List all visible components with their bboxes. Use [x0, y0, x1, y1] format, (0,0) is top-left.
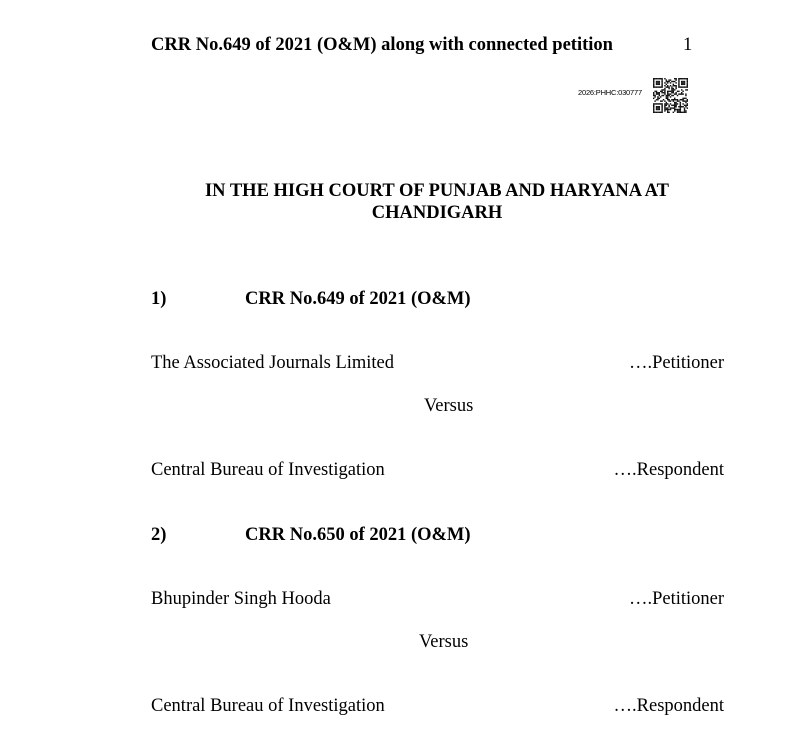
case-1-petitioner-role: ….Petitioner: [628, 353, 724, 373]
case-2-number: 2): [151, 525, 167, 545]
qr-code-icon: [653, 78, 688, 113]
case-2-respondent-role: ….Respondent: [613, 696, 724, 716]
case-2-versus: Versus: [419, 632, 469, 652]
court-title-line-1: IN THE HIGH COURT OF PUNJAB AND HARYANA AT: [204, 181, 669, 201]
court-title-line-2: CHANDIGARH: [371, 203, 503, 223]
stamp-code: 2026:PHHC:030777: [578, 88, 642, 97]
case-1-petitioner: The Associated Journals Limited: [151, 353, 395, 373]
case-1-versus: Versus: [424, 396, 474, 416]
page-number: 1: [683, 35, 693, 55]
case-2-petitioner-role: ….Petitioner: [628, 589, 724, 609]
case-2-case-number: CRR No.650 of 2021 (O&M): [245, 525, 471, 545]
case-1-number: 1): [151, 289, 167, 309]
header-title: CRR No.649 of 2021 (O&M) along with connected petition: [151, 35, 613, 55]
court-title: [151, 180, 723, 224]
case-1-respondent: Central Bureau of Investigation: [151, 460, 385, 480]
case-1-respondent-role: ….Respondent: [613, 460, 724, 480]
case-2-petitioner: Bhupinder Singh Hooda: [151, 589, 331, 609]
case-1-case-number: CRR No.649 of 2021 (O&M): [245, 289, 471, 309]
case-2-respondent: Central Bureau of Investigation: [151, 696, 385, 716]
